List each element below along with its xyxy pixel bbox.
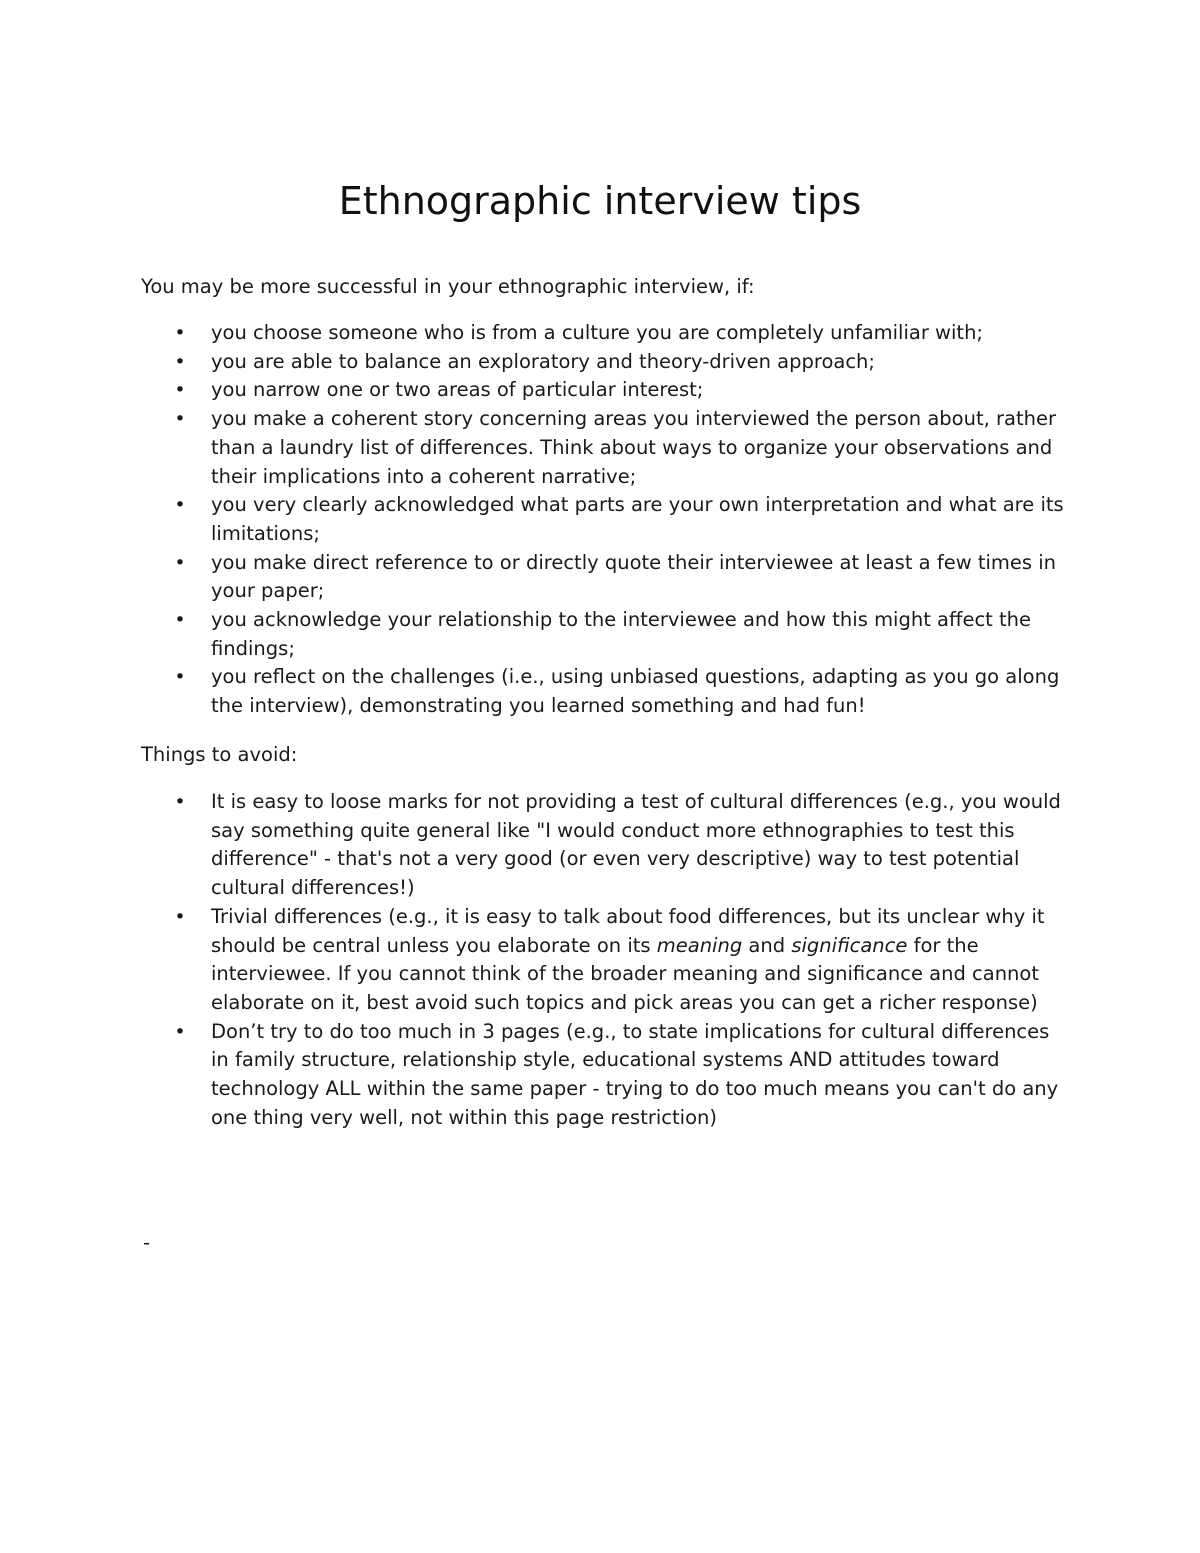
bullet-icon: •: [174, 1020, 186, 1043]
intro-text: You may be more successful in your ethnographic interview, if:: [141, 275, 755, 298]
list-item: [141, 903, 1071, 1018]
list-item-text: you make direct reference to or directly quote their interviewee at least a few times in your paper;: [211, 550, 1057, 603]
list-item: [141, 491, 1071, 548]
emphasis-text: meaning: [656, 933, 743, 957]
success-tips-list: [141, 319, 1071, 721]
bullet-icon: •: [174, 791, 186, 813]
text-segment: Trivial differences (e.g., it is easy to talk about food differences, but its unclear why it should be central unless you elaborate on its: [211, 904, 1045, 957]
list-item-text: you acknowledge your relationship to the interviewee and how this might affect the findings;: [211, 608, 1032, 660]
list-item: [141, 319, 1071, 348]
list-item-text: It is easy to loose marks for not providing a test of cultural differences (e.g., you would say something quite general like "I would conduct more ethnographies to test this difference" - that's not a very good (or even very descriptive) way to test potential cultural differences!): [211, 790, 1061, 900]
bullet-icon: •: [174, 666, 186, 689]
avoid-list: [141, 788, 1071, 1132]
list-item: [141, 348, 1071, 377]
list-item-text: you narrow one or two areas of particular interest;: [211, 378, 704, 402]
bullet-icon: •: [174, 350, 186, 373]
list-item: [141, 405, 1071, 491]
avoid-heading: Things to avoid:: [141, 743, 298, 766]
list-item: [141, 606, 1071, 663]
trailing-dash: -: [143, 1231, 151, 1254]
bullet-icon: •: [174, 322, 186, 344]
list-item-text: you are able to balance an exploratory and theory-driven approach;: [211, 349, 875, 373]
list-item: [141, 549, 1071, 606]
page-title: Ethnographic interview tips: [338, 179, 862, 223]
list-item-text: Don’t try to do too much in 3 pages (e.g., to state implications for cultural differences in family structure, relationship style, educational systems AND attitudes toward technology ALL within the same paper - trying to do too much means you can't do any one thing very well, not within this page restriction): [211, 1019, 1059, 1129]
bullet-icon: •: [174, 905, 186, 928]
emphasis-text: significance: [791, 933, 908, 957]
bullet-icon: •: [174, 551, 186, 574]
list-item-text: you reflect on the challenges (i.e., using unbiased questions, adapting as you go along the interview), demonstrating you learned something and had fun!: [211, 665, 1060, 718]
list-item: [141, 1018, 1071, 1133]
list-item: [141, 788, 1071, 903]
list-item-text: you choose someone who is from a culture you are completely unfamiliar with;: [211, 321, 984, 344]
bullet-icon: •: [174, 494, 186, 517]
text-segment: and: [742, 933, 792, 957]
text-segment: for the interviewee. If you cannot think of the broader meaning and significance and cannot elaborate on it, best avoid such topics and pick areas you can get a richer response): [211, 933, 1039, 1014]
list-item-text: you make a coherent story concerning areas you interviewed the person about, rather than a laundry list of differences. Think about ways to organize your observations and their implications into a coherent narrative;: [211, 407, 1056, 488]
list-item: [141, 376, 1071, 405]
bullet-icon: •: [174, 408, 186, 431]
bullet-icon: •: [174, 609, 186, 632]
list-item: [141, 663, 1071, 720]
list-item-text: [211, 905, 1045, 1014]
list-item-text: you very clearly acknowledged what parts are your own interpretation and what are its limitations;: [211, 493, 1064, 545]
bullet-icon: •: [174, 379, 186, 402]
